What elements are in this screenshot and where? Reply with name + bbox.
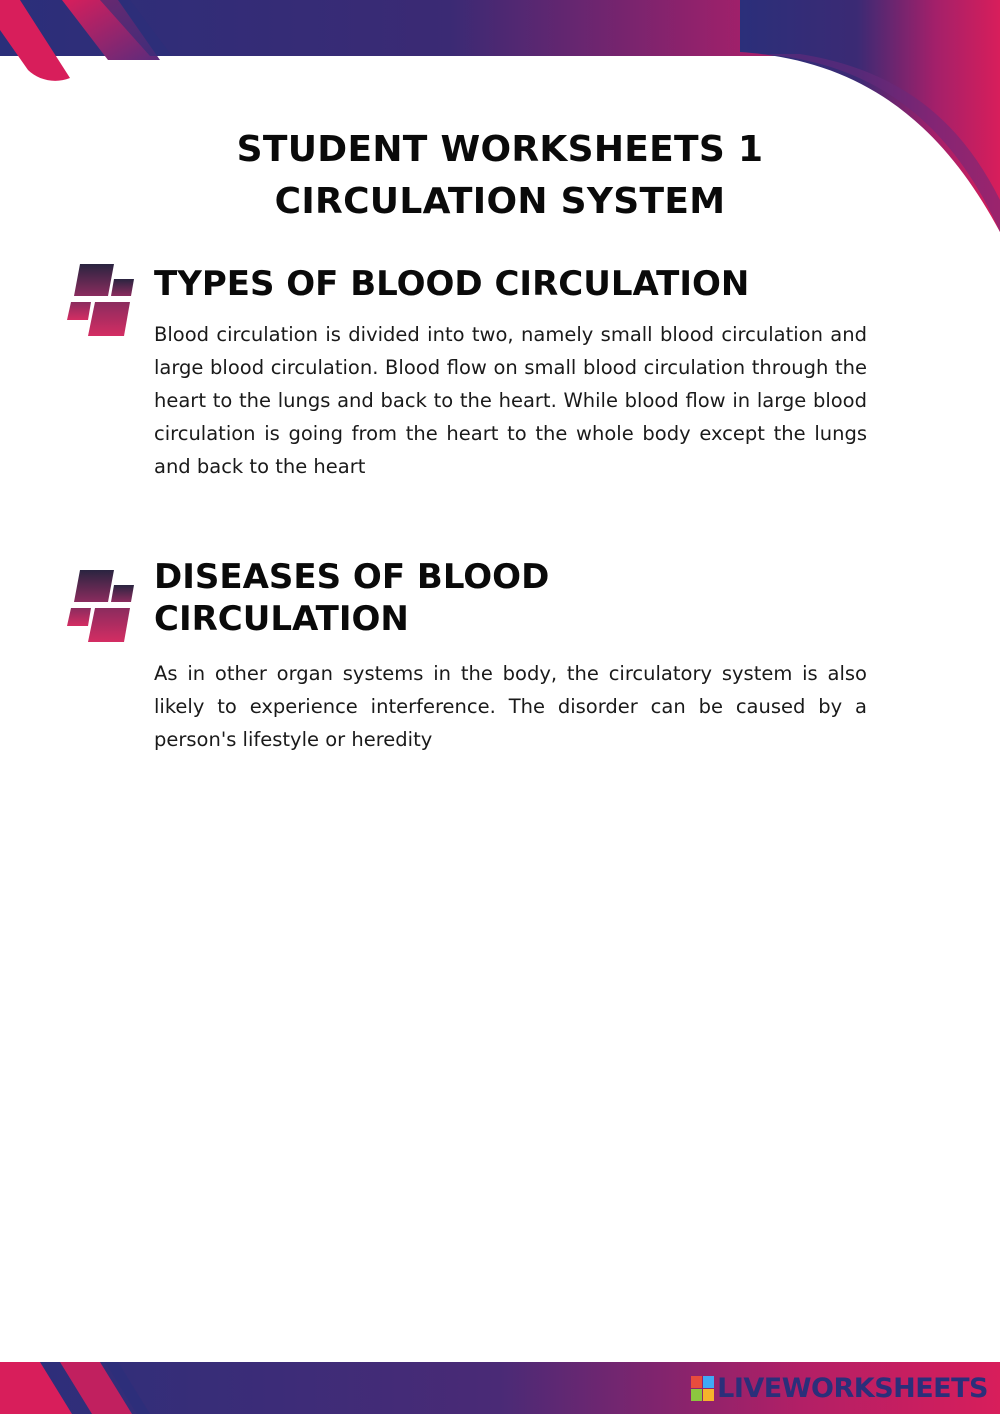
liveworksheets-logo-icon (691, 1376, 715, 1402)
section-body-diseases: As in other organ systems in the body, the circulatory system is also likely to experience interference. The disorder can be caused by a person's lifestyle or heredity (154, 662, 867, 751)
section-heading-types (154, 263, 874, 305)
section-heading-line: CIRCULATION (154, 599, 409, 639)
section-body-types: Blood circulation is divided into two, namely small blood circulation and large blood circulation. Blood flow on small blood circulation through the heart to the lungs and back to the heart. While blood flow in large blood circulation is going from the heart to the whole body except the lungs and back to the heart (154, 323, 867, 478)
liveworksheets-brand[interactable] (691, 1373, 988, 1405)
tiles-icon (64, 568, 136, 644)
section-heading-line: TYPES OF BLOOD CIRCULATION (154, 264, 750, 304)
title-line-2: CIRCULATION SYSTEM (274, 181, 726, 223)
title-line-1: STUDENT WORKSHEETS 1 (236, 129, 764, 171)
section-heading-line: DISEASES OF BLOOD (154, 557, 550, 597)
brand-text: LIVEWORKSHEETS (717, 1373, 988, 1404)
worksheet-title (100, 124, 900, 228)
tiles-icon (64, 262, 136, 338)
section-heading-diseases (154, 556, 874, 640)
